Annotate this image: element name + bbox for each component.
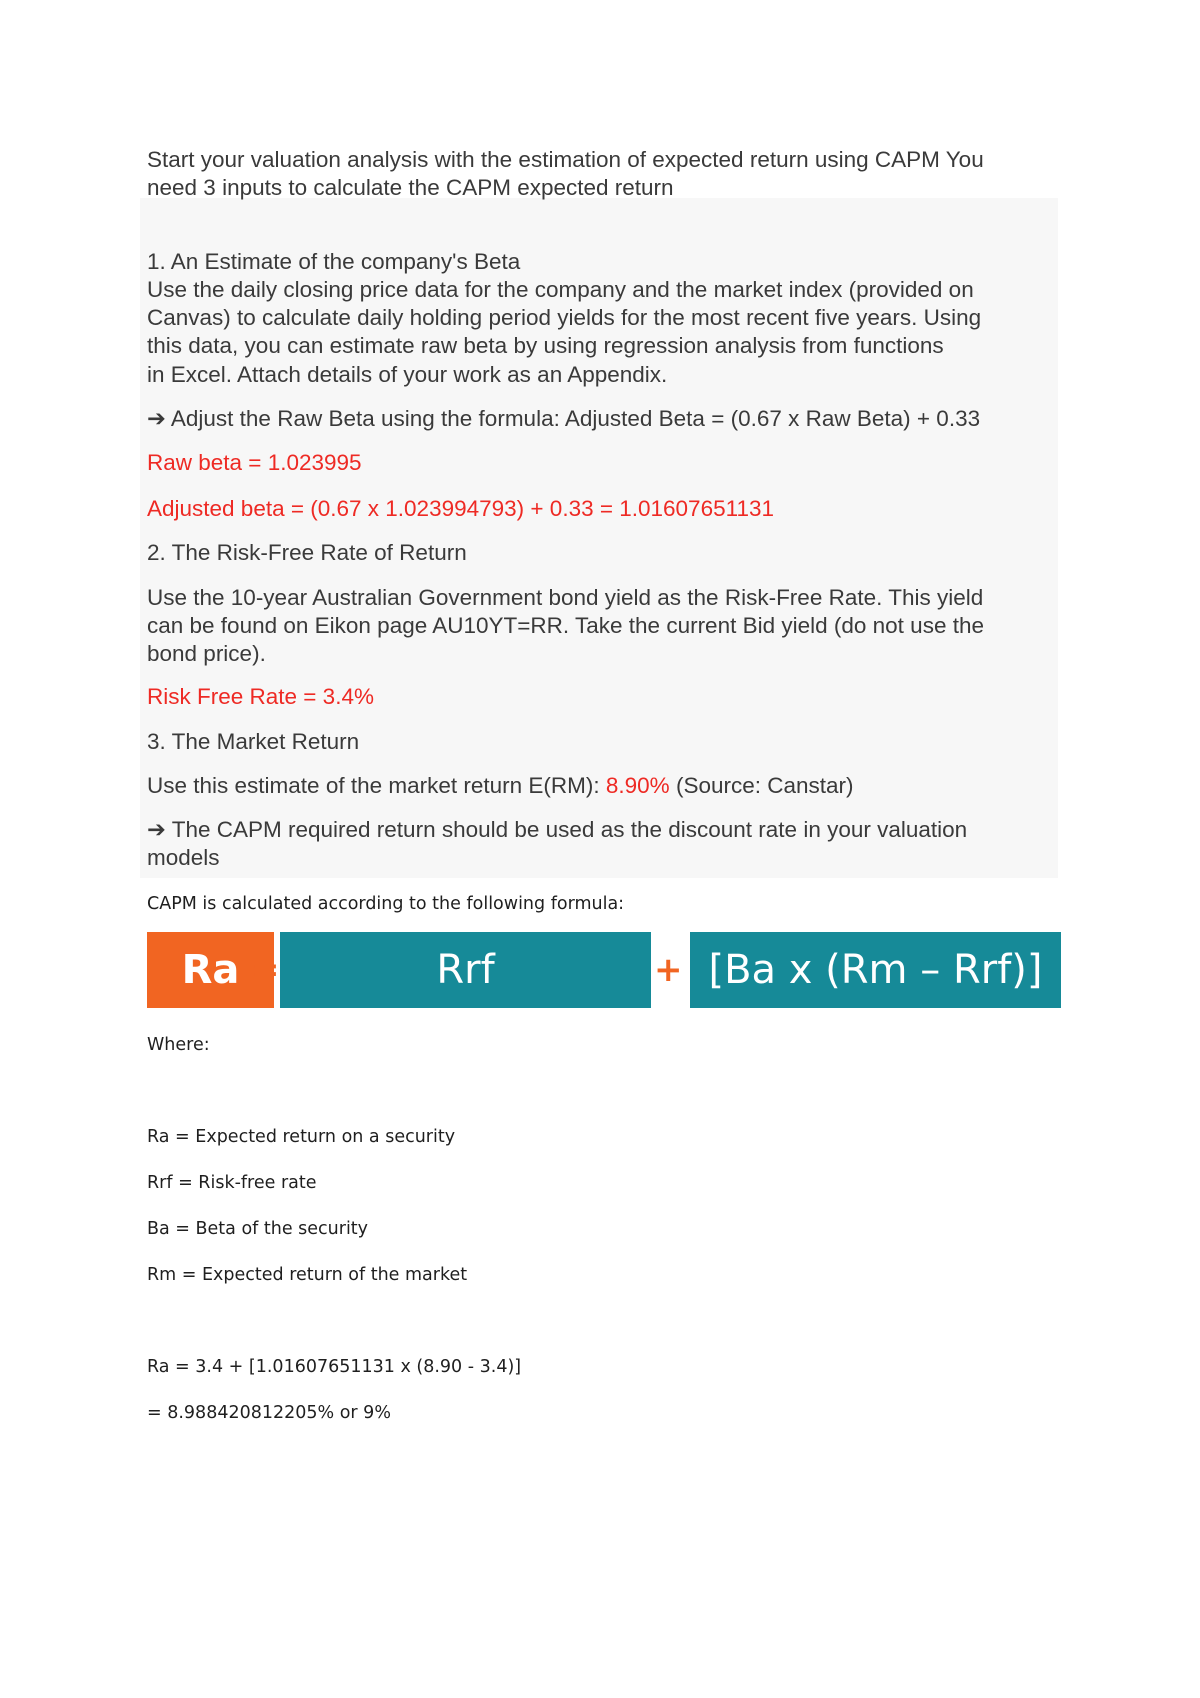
market-return-source: (Source: Canstar) — [669, 773, 854, 798]
definition-rm: Rm = Expected return of the market — [147, 1265, 468, 1285]
definition-ra: Ra = Expected return on a security — [147, 1127, 456, 1147]
market-return-line — [147, 772, 854, 800]
section2-heading: 2. The Risk-Free Rate of Return — [147, 540, 467, 565]
formula-rrf-box — [280, 932, 651, 1008]
section1-body-line-1: Use the daily closing price data for the company and the market index (provided on — [147, 277, 974, 302]
raw-beta-result: Raw beta = 1.023995 — [147, 450, 362, 475]
section2-body-line-3: bond price). — [147, 641, 266, 666]
capm-calculation-result: = 8.988420812205% or 9% — [147, 1403, 391, 1423]
formula-plus-sign: + — [654, 950, 683, 990]
section2-body-line-2: can be found on Eikon page AU10YT=RR. Take the current Bid yield (do not use the — [147, 613, 984, 638]
capm-formula-intro: CAPM is calculated according to the following formula: — [147, 894, 625, 914]
section1-body-line-2: Canvas) to calculate daily holding period yields for the most recent five years. Using — [147, 305, 982, 330]
section1-heading: 1. An Estimate of the company's Beta — [147, 249, 521, 274]
adjust-beta-instruction — [147, 405, 980, 433]
arrow-right-icon: ➔ — [147, 406, 166, 432]
capm-note-line-2: models — [147, 845, 220, 870]
formula-ra-label: Ra — [181, 947, 240, 993]
section3-heading: 3. The Market Return — [147, 729, 360, 754]
formula-beta-term-label: [Ba x (Rm – Rrf)] — [708, 947, 1043, 993]
intro-line-1: Start your valuation analysis with the estimation of expected return using CAPM You — [147, 147, 984, 172]
intro-line-2: need 3 inputs to calculate the CAPM expected return — [147, 175, 674, 200]
capm-calculation-line-1: Ra = 3.4 + [1.01607651131 x (8.90 - 3.4)] — [147, 1357, 522, 1377]
section1-body-line-3: this data, you can estimate raw beta by using regression analysis from functions — [147, 333, 944, 358]
adjust-beta-text: Adjust the Raw Beta using the formula: Adjusted Beta = (0.67 x Raw Beta) + 0.33 — [170, 406, 981, 431]
risk-free-rate-result: Risk Free Rate = 3.4% — [147, 684, 374, 709]
market-return-prefix: Use this estimate of the market return E(RM): — [147, 773, 606, 798]
section2-body-line-1: Use the 10-year Australian Government bond yield as the Risk-Free Rate. This yield — [147, 585, 984, 610]
arrow-right-icon: ➔ — [147, 817, 166, 843]
section1-body-line-4: in Excel. Attach details of your work as an Appendix. — [147, 362, 668, 387]
definition-rrf: Rrf = Risk-free rate — [147, 1173, 317, 1193]
formula-rrf-label: Rrf — [436, 947, 495, 993]
adjusted-beta-result: Adjusted beta = (0.67 x 1.023994793) + 0.33 = 1.01607651131 — [147, 496, 774, 521]
capm-note-text: The CAPM required return should be used as the discount rate in your valuation — [171, 817, 968, 842]
where-label: Where: — [147, 1035, 210, 1055]
market-return-value: 8.90% — [605, 773, 670, 798]
definition-ba: Ba = Beta of the security — [147, 1219, 369, 1239]
formula-beta-term-box — [690, 932, 1061, 1008]
formula-equals-sign: = — [251, 950, 280, 990]
capm-note-line-1 — [147, 816, 967, 844]
